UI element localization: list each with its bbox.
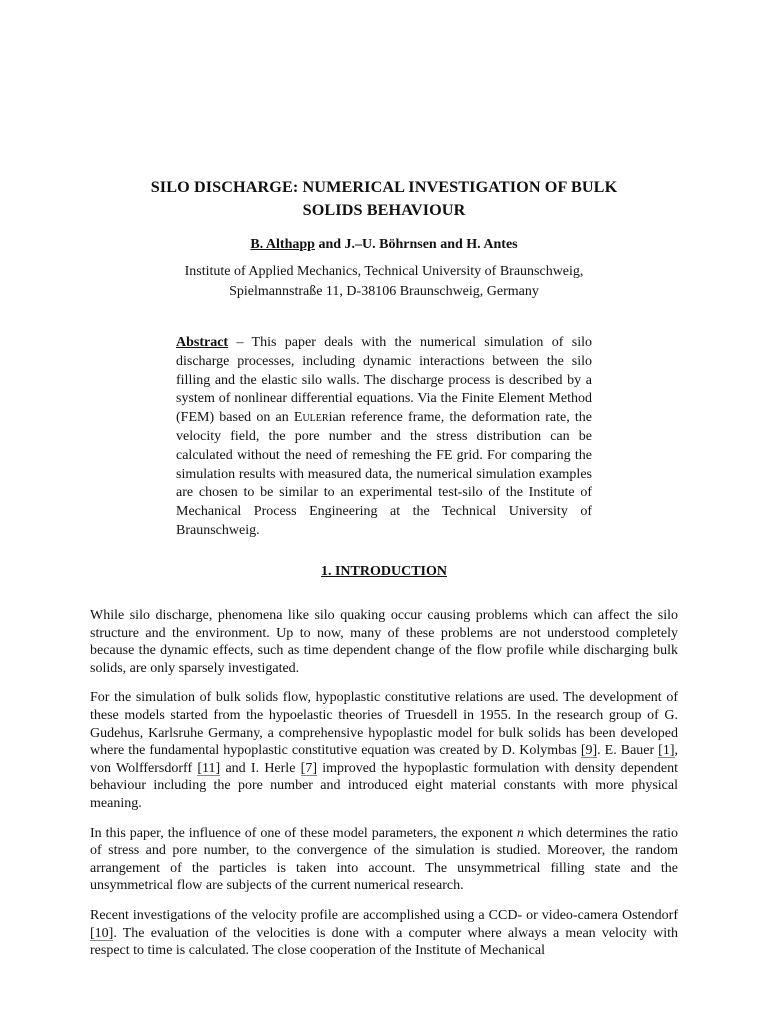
paragraph-4: Recent investigations of the velocity profile are accomplished using a CCD- or video-camera Ostendorf [10]. The evaluation of the velocities is done with a computer where always a mean velocity with respect to time is calculated. The close cooperation of the Institute of Mechanical [90,907,678,959]
affiliation-line-2: Spielmannstraße 11, D-38106 Braunschweig, Germany [229,284,539,299]
presenting-author: B. Althapp [250,237,315,252]
citation-link-7[interactable]: [7] [300,760,317,776]
introduction-body [90,607,678,972]
citation-link-11[interactable]: [11] [197,760,221,776]
author-list [90,236,678,254]
affiliation-line-1: Institute of Applied Mechanics, Technical University of Braunschweig, [184,264,584,279]
affiliation [90,262,678,302]
co-authors: and J.–U. Böhrnsen and H. Antes [314,237,518,252]
abstract [176,334,592,541]
citation-link-10[interactable]: [10] [90,925,114,941]
paper-title [90,176,678,222]
title-line-1: SILO DISCHARGE: NUMERICAL INVESTIGATION OF BULK [150,178,618,196]
abstract-text-2: ian reference frame, the deformation rate, the velocity field, the pore number and the stress distribution can be calculated without the need of remeshing the FE grid. For comparing the simulation results with measured data, the numerical simulation examples are chosen to be similar to an experimental test-silo of the Institute of Mechanical Process Engineering at the Technical University of Braunschweig. [176,410,592,538]
abstract-text-1: – This paper deals with the numerical simulation of silo discharge processes, including dynamic interactions between the silo filling and the elastic silo walls. The discharge process is described by a system of nonlinear differential equations. Via the Finite Element Method (FEM) based on an [176,335,592,426]
paragraph-3: In this paper, the influence of one of these model parameters, the exponent n which determines the ratio of stress and pore number, to the convergence of the simulation is studied. Moreover, the random arrangement of the particles is taken into account. The unsymmetrical filling state and the unsymmetrical flow are subjects of the current numerical research. [90,825,678,894]
citation-link-9[interactable]: [9] [580,743,598,759]
citation-link-1[interactable]: [1] [658,743,675,759]
paragraph-1: While silo discharge, phenomena like silo quaking occur causing problems which can affect the silo structure and the environment. Up to now, many of these problems are not understood completely because the dynamic effects, such as time dependent change of the flow profile while discharging bulk solids, are only sparsely investigated. [90,608,678,676]
paragraph-2: For the simulation of bulk solids flow, hypoplastic constitutive relations are used. The development of these models started from the hypoelastic theories of Truesdell in 1955. In the research group of G. Gudehus, Karlsruhe Germany, a comprehensive hypoplastic model for bulk solids has been developed where the fundamental hypoplastic constitutive equation was created by D. Kolymbas [9]. E. Bauer [1], von Wolffersdorff [11] and I. Herle [7] improved the hypoplastic formulation with density dependent behaviour including the pore number and introduced eight material constants with more physical meaning. [90,690,679,811]
abstract-label: Abstract [176,335,229,350]
title-line-2: SOLIDS BEHAVIOUR [302,201,466,219]
section-heading-introduction: 1. INTRODUCTION [320,564,447,579]
math-variable-n: n [516,825,524,841]
abstract-euler: Euler [293,410,329,426]
